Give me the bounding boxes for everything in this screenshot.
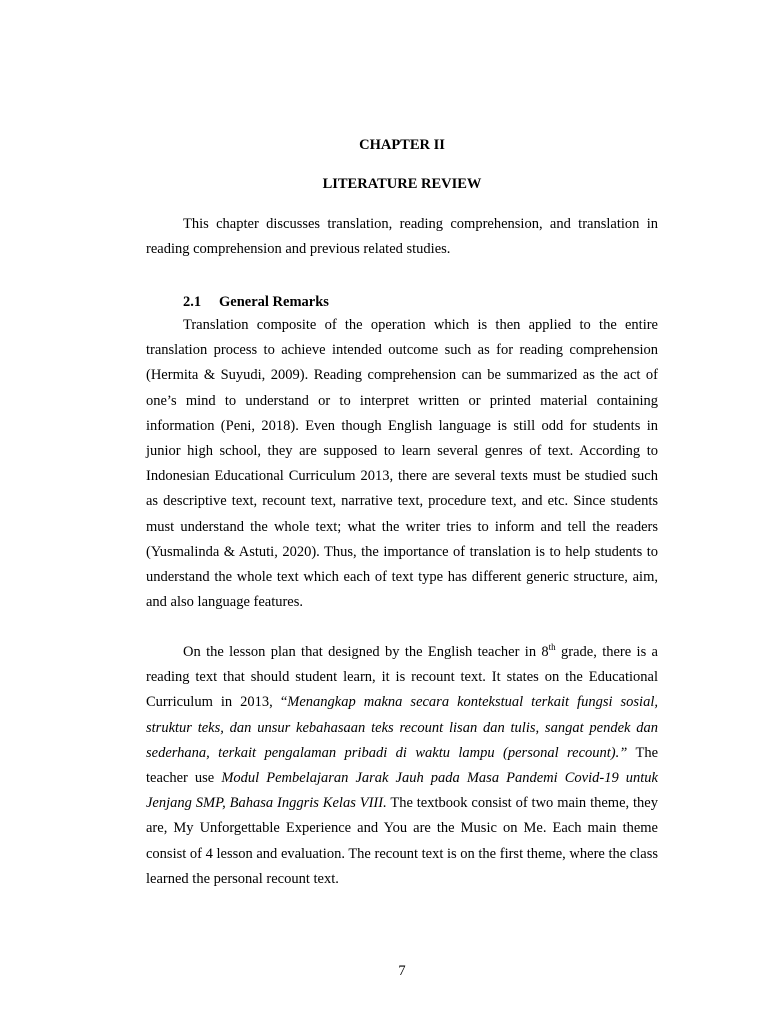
page-number: 7 (398, 963, 406, 979)
paragraph-text: On the lesson plan that designed by the English teacher in 8 (183, 644, 549, 660)
paragraph-lesson-plan (146, 640, 658, 892)
ordinal-superscript: th (548, 642, 556, 652)
curriculum-quote: Menangkap makna secara kontekstual terkait fungsi sosial, struktur teks, dan unsur kebahasaan teks recount lisan dan tulis, sangat pendek dan sederhana, terkait pengalaman pribadi di waktu lampu (personal recount).” (146, 694, 658, 761)
chapter-label: CHAPTER II (359, 137, 445, 153)
section-heading (183, 290, 329, 315)
section-title: General Remarks (219, 294, 329, 310)
paragraph-text: The textbook consist of two main theme, they are, My Unforgettable Experience and You are the Music on Me. Each main theme consist of 4 lesson and evaluation. The recount text is on the first theme, where the class learned the personal recount text. (146, 795, 658, 887)
module-title: Modul Pembelajaran Jarak Jauh pada Masa Pandemi Covid-19 untuk Jenjang SMP, Bahasa Inggris Kelas VIII. (146, 770, 658, 812)
section-number: 2.1 (183, 294, 202, 310)
chapter-title: LITERATURE REVIEW (322, 176, 482, 192)
paragraph-general-remarks: Translation composite of the operation which is then applied to the entire translation process to achieve intended outcome such as for reading comprehension (Hermita & Suyudi, 2009). Reading comprehension can be summarized as the act of one’s mind to understand or to interpret written or printed material containing information (Peni, 2018). Even though English language is still odd for students in junior high school, they are supposed to learn several genres of text. According to Indonesian Educational Curriculum 2013, there are several texts must be studied such as descriptive text, recount text, narrative text, procedure text, and etc. Since students must understand the whole text; what the writer tries to inform and tell the readers (Yusmalinda & Astuti, 2020). Thus, the importance of translation is to help students to understand the whole text which each of text type has different generic structure, aim, and also language features. (146, 317, 658, 611)
intro-paragraph: This chapter discusses translation, reading comprehension, and translation in reading comprehension and previous related studies. (146, 216, 658, 258)
paragraph-text: grade, there is a reading text that should student learn, it is recount text. It states on the Educational Curriculum in 2013, “ (146, 644, 658, 711)
paragraph-text: The teacher use (146, 744, 659, 787)
